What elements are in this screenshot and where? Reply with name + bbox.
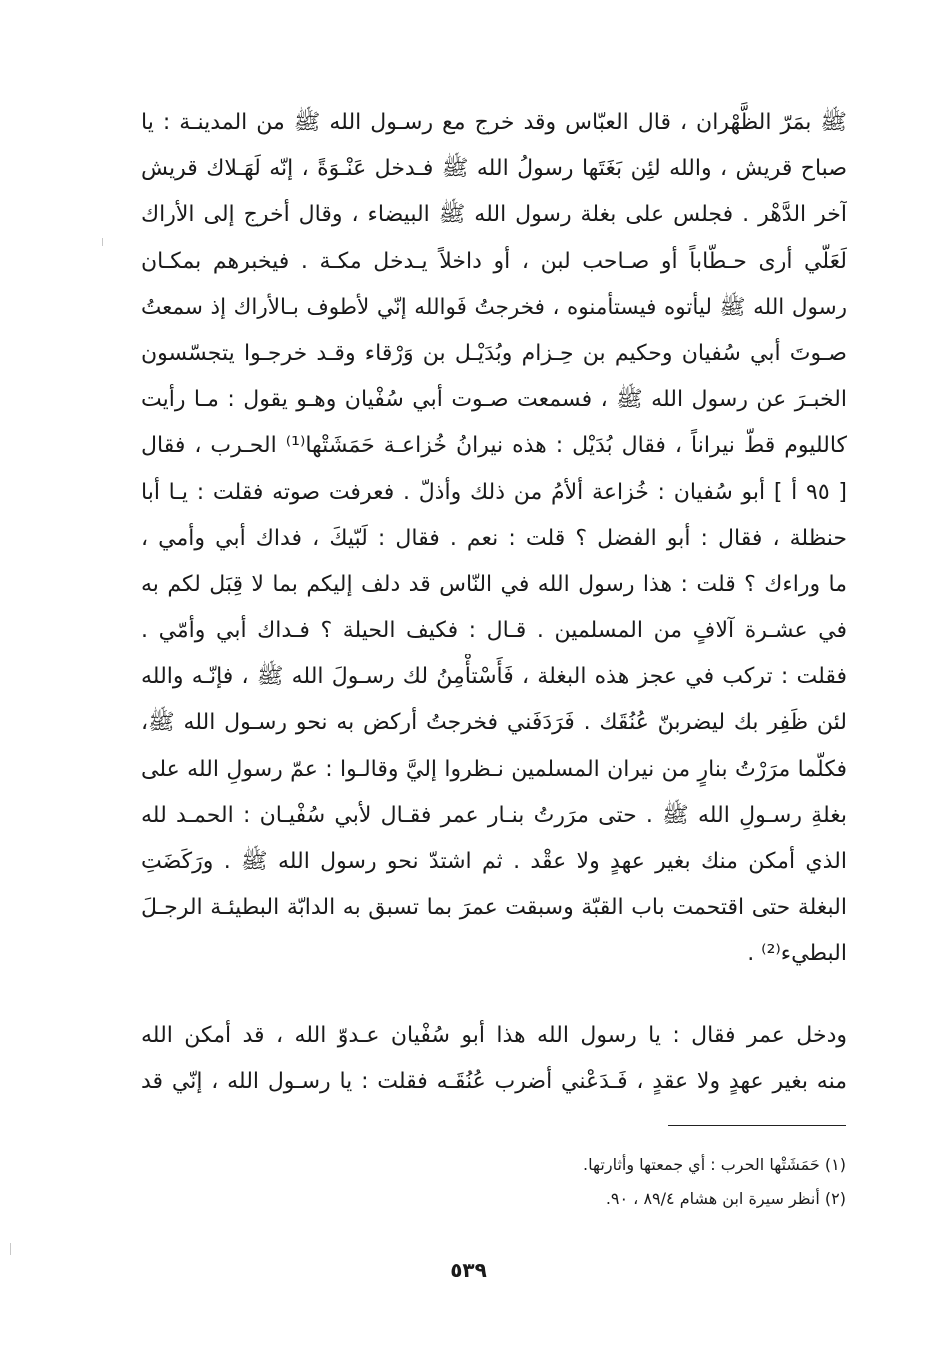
paragraph bbox=[141, 100, 847, 978]
text-line: ﷺ بمَرّ الظَّهْران ، قال العبّاس وقد خرج مع رسـول الله ﷺ من المدينـة : يا bbox=[141, 110, 847, 135]
page-number: ٥٣٩ bbox=[450, 1258, 487, 1282]
scan-edge-mark bbox=[102, 238, 103, 246]
text-line: البطيء⁽²⁾ . bbox=[747, 941, 847, 967]
footnote-separator bbox=[668, 1125, 846, 1126]
text-line: الذي أمكن منك بغير عهدٍ ولا عقْد . ثم اشتدّ نحو رسول الله ﷺ . ورَكَضَتِ bbox=[141, 849, 847, 874]
paragraph bbox=[141, 1013, 847, 1105]
footnotes bbox=[400, 1148, 846, 1216]
text-line: صـوتَ أبي سُفيان وحكيم بن حِـزام وبُدَيْـل بن وَرْقاء وقـد خرجـوا يتجسّسون bbox=[141, 340, 847, 366]
text-line: ما وراءك ؟ قلت : هذا رسول الله في النّاس قد دلف إليكم بما لا قِبَل لكم به bbox=[141, 571, 847, 597]
text-line: آخر الدَّهْر . فجلس على بغلة رسول الله ﷺ البيضاء ، وقال أخرج إلى الأراك bbox=[141, 202, 847, 228]
text-line: رسول الله ﷺ ليأتوه فيستأمنوه ، فخرجتُ فَوالله إنّي لأطوف بـالأراك إذ سمعتُ bbox=[141, 294, 847, 320]
body-text bbox=[141, 100, 847, 1105]
text-line: [ ٩٥ أ ] أبو سُفيان : خُزاعة ألأمُ من ذلك وأذلّ . فعرفت صوته فقلت : يـا أبا bbox=[141, 479, 847, 505]
scan-edge-mark bbox=[10, 1243, 11, 1255]
text-line: البغلة حتى اقتحمت باب القبّة وسبقت عمرَ بما تسبق به الدابّة البطيئـة الرجـلَ bbox=[141, 895, 847, 921]
text-line: في عشـرة آلافٍ من المسلمين . قـال : فكيف الحيلة ؟ فـداك أبي وأمّي . bbox=[141, 618, 847, 644]
text-line: ودخل عمر فقال : يا رسول الله هذا أبو سُفْيان عـدوّ الله ، قد أمكن الله bbox=[141, 1022, 847, 1048]
text-line: فكلّما مرَرْتُ بنارٍ من نيران المسلمين نـظروا إليَّ وقالـوا : عمّ رسولِ الله على bbox=[141, 756, 847, 782]
text-line: الخبـرَ عن رسول الله ﷺ ، فسمعت صـوت أبي سُفْيان وهـو يقول : مـا رأيت bbox=[141, 387, 847, 413]
text-line: كالليوم قطّ نيراناً ، فقال بُدَيْل : هذه نيرانُ خُزاعـة حَمَشَتْها⁽¹⁾ الحـرب ، فقال bbox=[141, 433, 847, 459]
text-line: لَعَلّي أرى حـطّاباً أو صـاحب لبن ، أو داخلاً يـدخل مكـة . فيخبرهم بمكـان bbox=[141, 248, 847, 274]
text-line: حنظلة ، فقال : أبو الفضل ؟ قلت : نعم . فقال : لَبّيكَ ، فداك أبي وأمي ، bbox=[141, 525, 847, 551]
footnote: (٢) أنظر سيرة ابن هشام ٨٩/٤ ، ٩٠. bbox=[605, 1189, 846, 1208]
footnote: (١) حَمَشَتْها الحرب : أي جمعتها وأثارتها. bbox=[583, 1155, 846, 1174]
text-line: فقلت : تركب في عجز هذه البغلة ، فَأَسْتأْمِنُ لك رسـولَ الله ﷺ ، فإنّـه والله bbox=[141, 664, 847, 690]
text-line: بغلةِ رسـولِ الله ﷺ . حتى مرَرتُ بنـار عمر فقـال لأبي سُفْيـان : الحمـد لله bbox=[141, 802, 847, 828]
text-line: صباح قريش ، والله لئِن بَغَتَها رسولُ الله ﷺ فـدخل عَنْـوَةً ، إنّه لَهَـلاك قريش bbox=[141, 156, 847, 182]
text-line: لئن ظَفِر بك ليضربنّ عُنُقَك . فَرَدَفَني فخرجتُ أركض به نحو رسـول الله ﷺ، bbox=[141, 710, 847, 736]
text-line: منه بغير عهدٍ ولا عقدٍ ، فَـدَعْني أضرب عُنُقَـه فقلت : يا رسـول الله ، إنّي قد bbox=[141, 1068, 847, 1094]
paragraph-gap bbox=[141, 978, 847, 1013]
